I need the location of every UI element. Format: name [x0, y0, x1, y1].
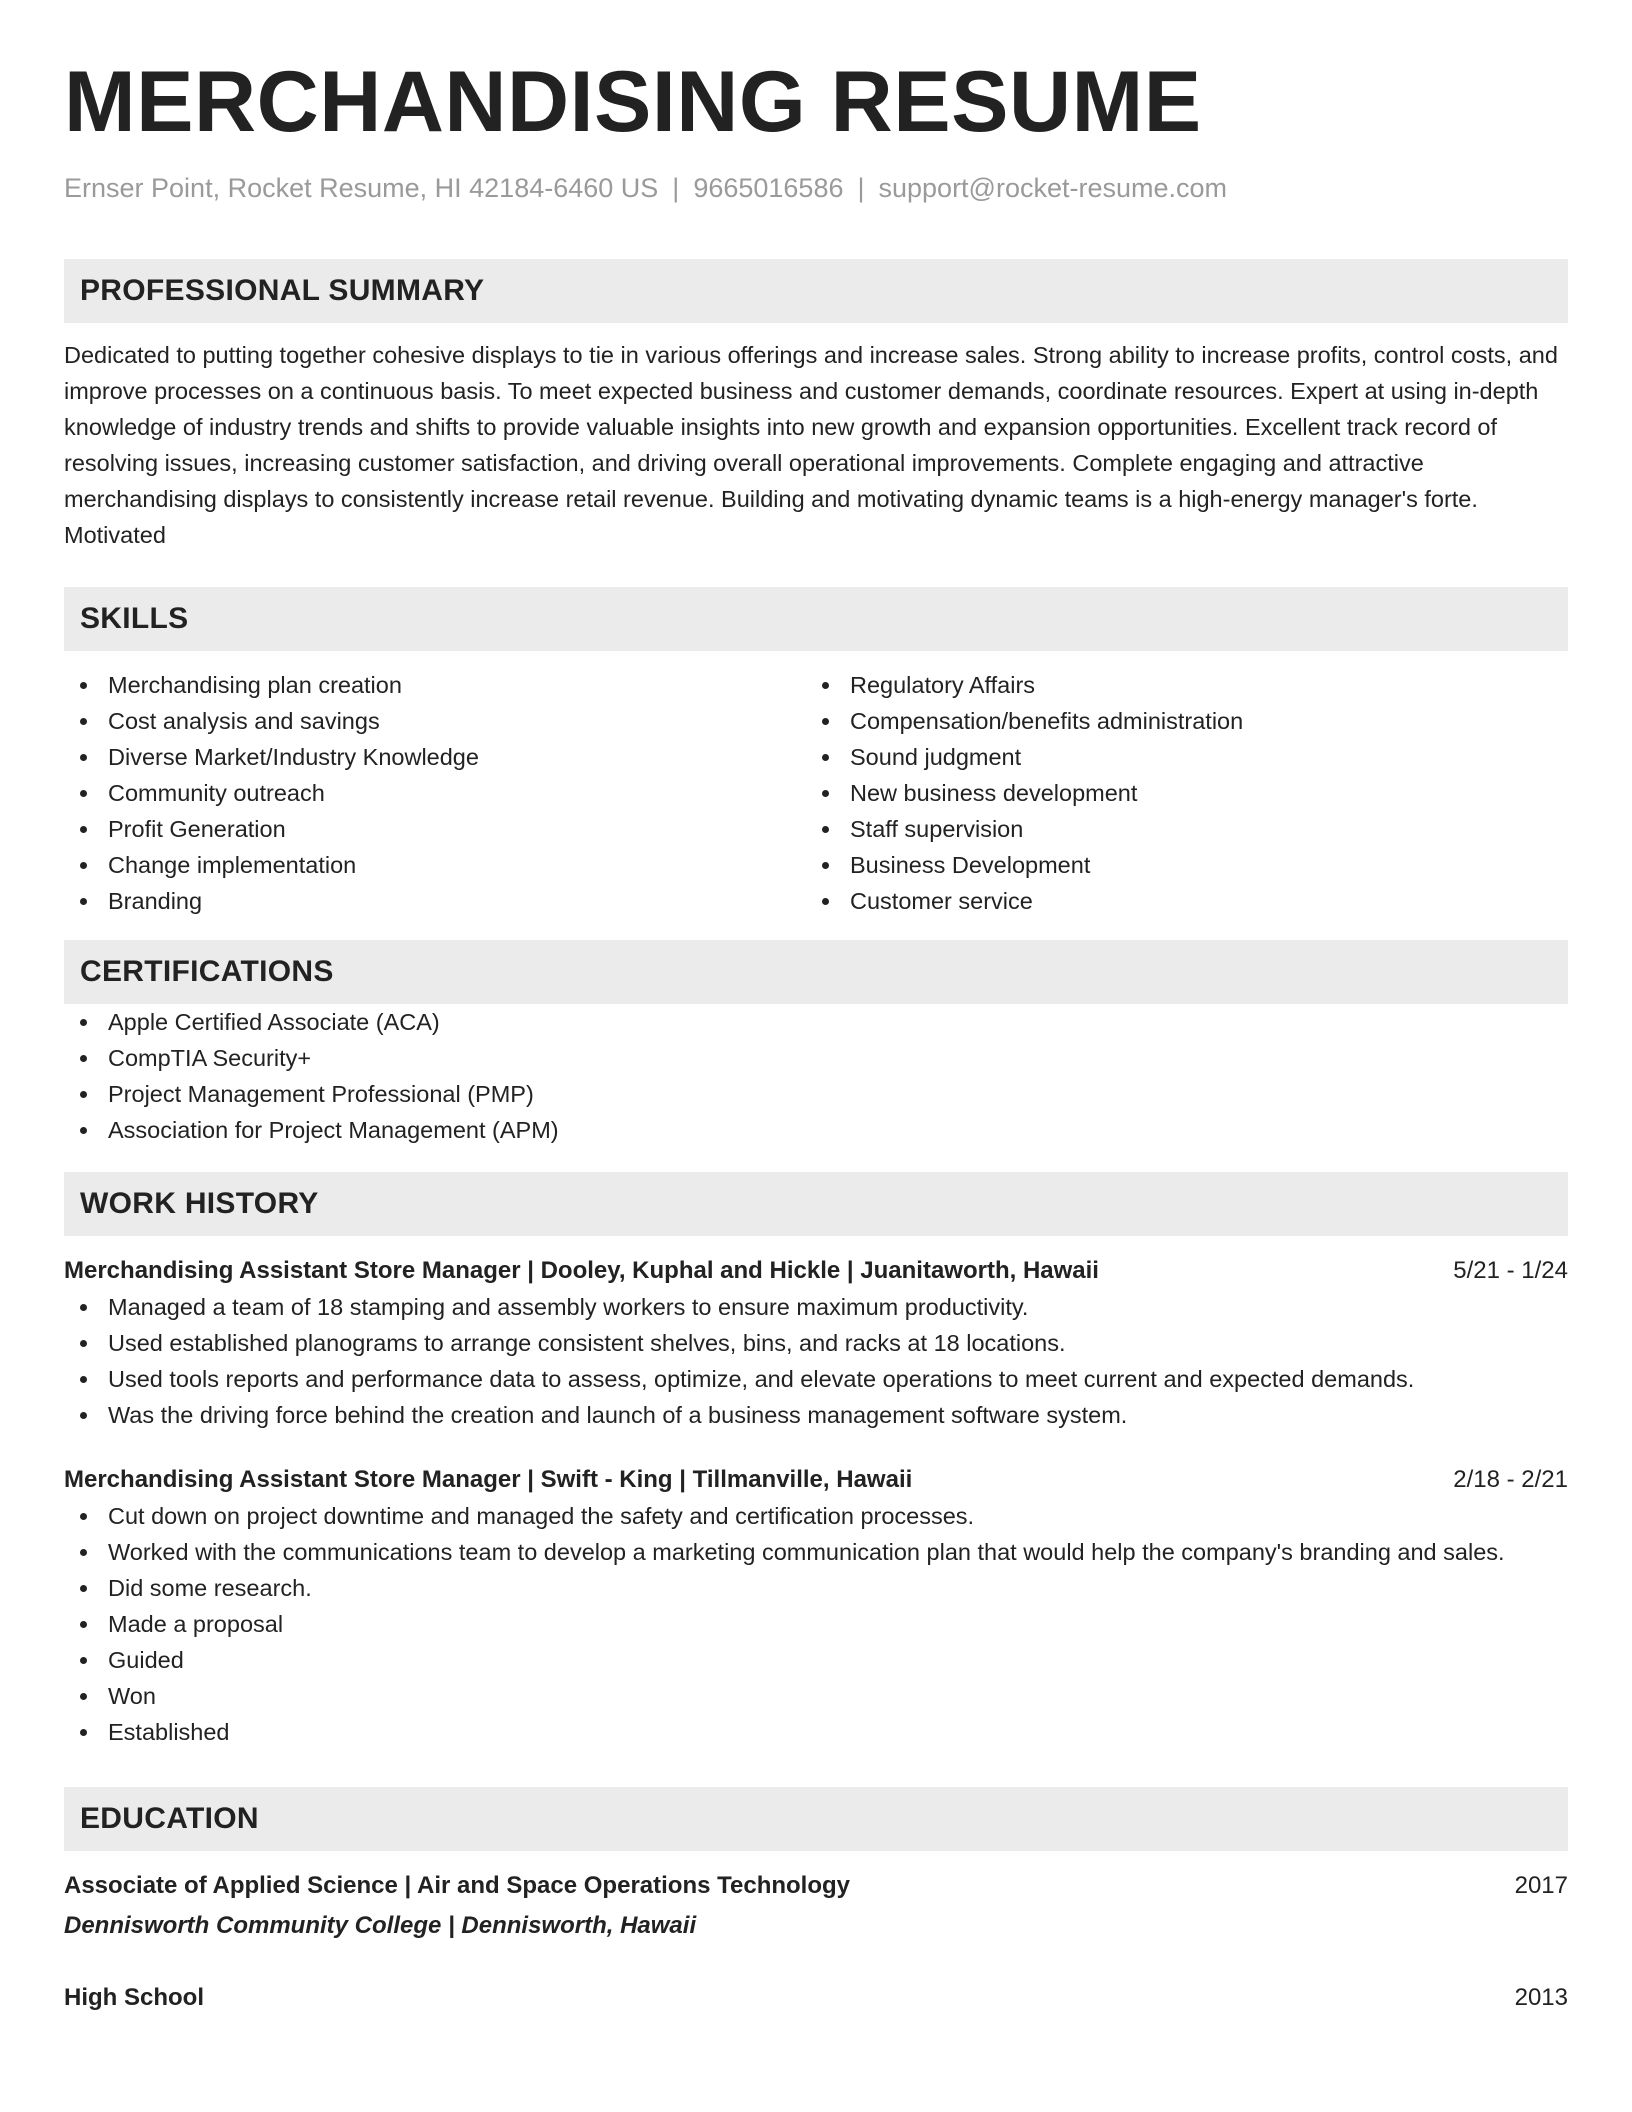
job-bullets: [64, 1498, 1568, 1750]
skill-item: Sound judgment: [806, 739, 1548, 775]
job-bullet: Did some research.: [64, 1570, 1568, 1606]
skills-column-right: [806, 667, 1548, 919]
job-bullet: Made a proposal: [64, 1606, 1568, 1642]
certification-item: CompTIA Security+: [64, 1040, 1568, 1076]
contact-address: Ernser Point, Rocket Resume, HI 42184-6460 US: [64, 173, 659, 203]
job-bullet: Was the driving force behind the creation and launch of a business management software system.: [64, 1397, 1568, 1433]
skills-list-left: [64, 667, 806, 919]
section-heading-work-history: WORK HISTORY: [64, 1172, 1568, 1236]
job-bullet: Established: [64, 1714, 1568, 1750]
job-bullet: Guided: [64, 1642, 1568, 1678]
job-bullet: Worked with the communications team to develop a marketing communication plan that would help the company's branding and sales.: [64, 1534, 1568, 1570]
education-degree: Associate of Applied Science | Air and Space Operations Technology: [64, 1872, 851, 1899]
skill-item: Compensation/benefits administration: [806, 703, 1548, 739]
skills-grid: [64, 667, 1568, 919]
education-header: [64, 1868, 1568, 1904]
skill-item: Community outreach: [64, 775, 806, 811]
education-degree: High School: [64, 1984, 204, 2011]
job-bullet: Won: [64, 1678, 1568, 1714]
job-bullet: Used tools reports and performance data to assess, optimize, and elevate operations to meet current and expected demands.: [64, 1361, 1568, 1397]
skill-item: Staff supervision: [806, 811, 1548, 847]
resume-title: MERCHANDISING RESUME: [64, 54, 1202, 150]
contact-separator: |: [672, 173, 680, 203]
skills-column-left: [64, 667, 806, 919]
section-heading-certifications: CERTIFICATIONS: [64, 940, 1568, 1004]
skill-item: Branding: [64, 883, 806, 919]
job-title: Merchandising Assistant Store Manager | Swift - King | Tillmanville, Hawaii: [64, 1466, 913, 1493]
job-bullet: Managed a team of 18 stamping and assembly workers to ensure maximum productivity.: [64, 1289, 1568, 1325]
job-header: [64, 1462, 1568, 1498]
job-bullet: Used established planograms to arrange consistent shelves, bins, and racks at 18 locations.: [64, 1325, 1568, 1361]
certifications-list: [64, 1004, 1568, 1148]
skill-item: Change implementation: [64, 847, 806, 883]
skill-item: New business development: [806, 775, 1548, 811]
education-year: 2013: [1514, 1984, 1568, 2011]
skill-item: Customer service: [806, 883, 1548, 919]
job-dates: 2/18 - 2/21: [1453, 1466, 1568, 1493]
section-heading-skills: SKILLS: [64, 587, 1568, 651]
section-heading-summary: PROFESSIONAL SUMMARY: [64, 259, 1568, 323]
certification-item: Association for Project Management (APM): [64, 1112, 1568, 1148]
contact-phone: 9665016586: [693, 173, 844, 203]
job-bullet: Cut down on project downtime and managed the safety and certification processes.: [64, 1498, 1568, 1534]
education-header: [64, 1980, 1568, 2016]
skill-item: Regulatory Affairs: [806, 667, 1548, 703]
contact-email: support@rocket-resume.com: [878, 173, 1228, 203]
skill-item: Business Development: [806, 847, 1548, 883]
skill-item: Cost analysis and savings: [64, 703, 806, 739]
certification-item: Project Management Professional (PMP): [64, 1076, 1568, 1112]
skill-item: Diverse Market/Industry Knowledge: [64, 739, 806, 775]
job-title: Merchandising Assistant Store Manager | Dooley, Kuphal and Hickle | Juanitaworth, Hawaii: [64, 1257, 1099, 1284]
contact-line: [64, 170, 1568, 206]
job-header: [64, 1253, 1568, 1289]
certification-item: Apple Certified Associate (ACA): [64, 1004, 1568, 1040]
education-school: Dennisworth Community College | Dennisworth, Hawaii: [64, 1912, 697, 1939]
skill-item: Merchandising plan creation: [64, 667, 806, 703]
job-bullets: [64, 1289, 1568, 1433]
contact-separator: |: [857, 173, 865, 203]
skills-list-right: [806, 667, 1548, 919]
education-year: 2017: [1514, 1872, 1568, 1899]
skill-item: Profit Generation: [64, 811, 806, 847]
job-dates: 5/21 - 1/24: [1453, 1257, 1568, 1284]
section-heading-education: EDUCATION: [64, 1787, 1568, 1851]
summary-paragraph: Dedicated to putting together cohesive displays to tie in various offerings and increase sales. Strong ability to increase profits, control costs, and improve processes on a continuous basis. To meet expected business and customer demands, coordinate resources. Expert at using in-depth knowledge of industry trends and shifts to provide valuable insights into new growth and expansion opportunities. Excellent track record of resolving issues, increasing customer satisfaction, and driving overall operational improvements. Complete engaging and attractive merchandising displays to consistently increase retail revenue. Building and motivating dynamic teams is a high-energy manager's forte. Motivated: [64, 342, 1558, 548]
